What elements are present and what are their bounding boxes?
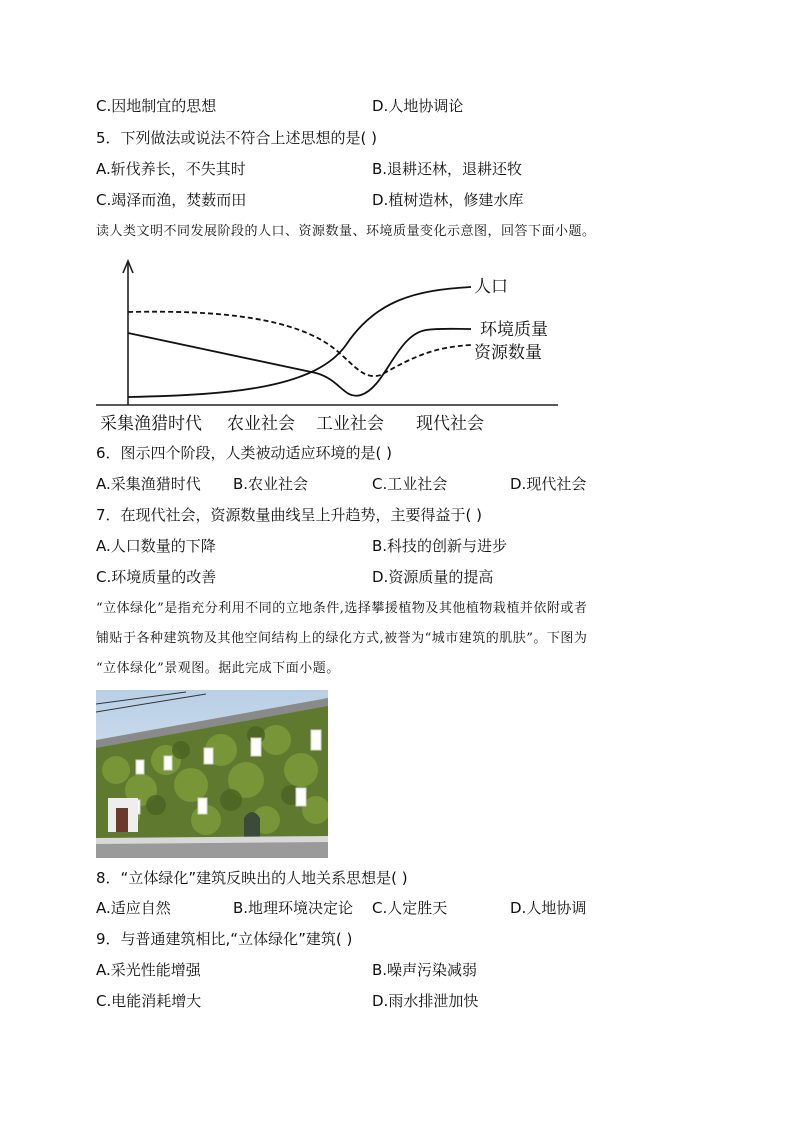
chart-intro: 读人类文明不同发展阶段的人口、资源数量、环境质量变化示意图，回答下面小题。 — [96, 224, 596, 239]
q5-stem: 5．下列做法或说法不符合上述思想的是( ) — [96, 129, 378, 147]
series-line-population — [128, 287, 471, 397]
series-label-population: 人口 — [474, 277, 508, 297]
category-label: 农业社会 — [227, 414, 295, 434]
q6-option-a: A.采集渔猎时代 — [96, 475, 201, 493]
q7-stem: 7．在现代社会，资源数量曲线呈上升趋势，主要得益于( ) — [96, 506, 483, 524]
q8-option-a: A.适应自然 — [96, 899, 171, 917]
q5-option-d: D.植树造林，修建水库 — [372, 191, 524, 209]
greening-intro-line-3: “立体绿化”景观图。据此完成下面小题。 — [96, 661, 340, 676]
q6-stem: 6．图示四个阶段，人类被动适应环境的是( ) — [96, 444, 393, 462]
series-line-environment — [128, 329, 471, 396]
category-label: 现代社会 — [416, 414, 484, 434]
q7-option-a: A.人口数量的下降 — [96, 537, 216, 555]
category-label: 工业社会 — [316, 414, 384, 434]
q8-option-b: B.地理环境决定论 — [233, 899, 354, 917]
q9-option-b: B.噪声污染减弱 — [372, 961, 478, 979]
q8-option-c: C.人定胜天 — [372, 899, 448, 917]
chart — [96, 255, 566, 435]
q9-option-c: C.电能消耗增大 — [96, 992, 202, 1010]
q9-option-d: D.雨水排泄加快 — [372, 992, 479, 1010]
q8-option-d: D.人地协调 — [510, 899, 587, 917]
greening-intro-line-1: “立体绿化”是指充分利用不同的立地条件,选择攀援植物及其他植物栽植并依附或者 — [96, 601, 588, 616]
q6-option-c: C.工业社会 — [372, 475, 448, 493]
greening-intro-line-2: 铺贴于各种建筑物及其他空间结构上的绿化方式,被誉为“城市建筑的肌肤”。下图为 — [96, 631, 588, 646]
q4-option-c: C.因地制宜的思想 — [96, 97, 217, 115]
category-label: 采集渔猎时代 — [100, 414, 202, 434]
vertical-greening-photo — [96, 690, 328, 858]
series-label-resources: 资源数量 — [474, 343, 542, 363]
q4-option-d: D.人地协调论 — [372, 97, 464, 115]
q9-option-a: A.采光性能增强 — [96, 961, 201, 979]
q6-option-d: D.现代社会 — [510, 475, 587, 493]
series-label-environment: 环境质量 — [480, 320, 548, 340]
q7-option-d: D.资源质量的提高 — [372, 568, 494, 586]
q7-option-b: B.科技的创新与进步 — [372, 537, 508, 555]
q5-option-a: A.斩伐养长，不失其时 — [96, 160, 246, 178]
q8-stem: 8．“立体绿化”建筑反映出的人地关系思想是( ) — [96, 869, 408, 887]
q6-option-b: B.农业社会 — [233, 475, 309, 493]
q7-option-c: C.环境质量的改善 — [96, 568, 217, 586]
q9-stem: 9．与普通建筑相比,“立体绿化”建筑( ) — [96, 930, 353, 948]
q5-option-b: B.退耕还林，退耕还牧 — [372, 160, 523, 178]
q5-option-c: C.竭泽而渔，焚薮而田 — [96, 191, 247, 209]
